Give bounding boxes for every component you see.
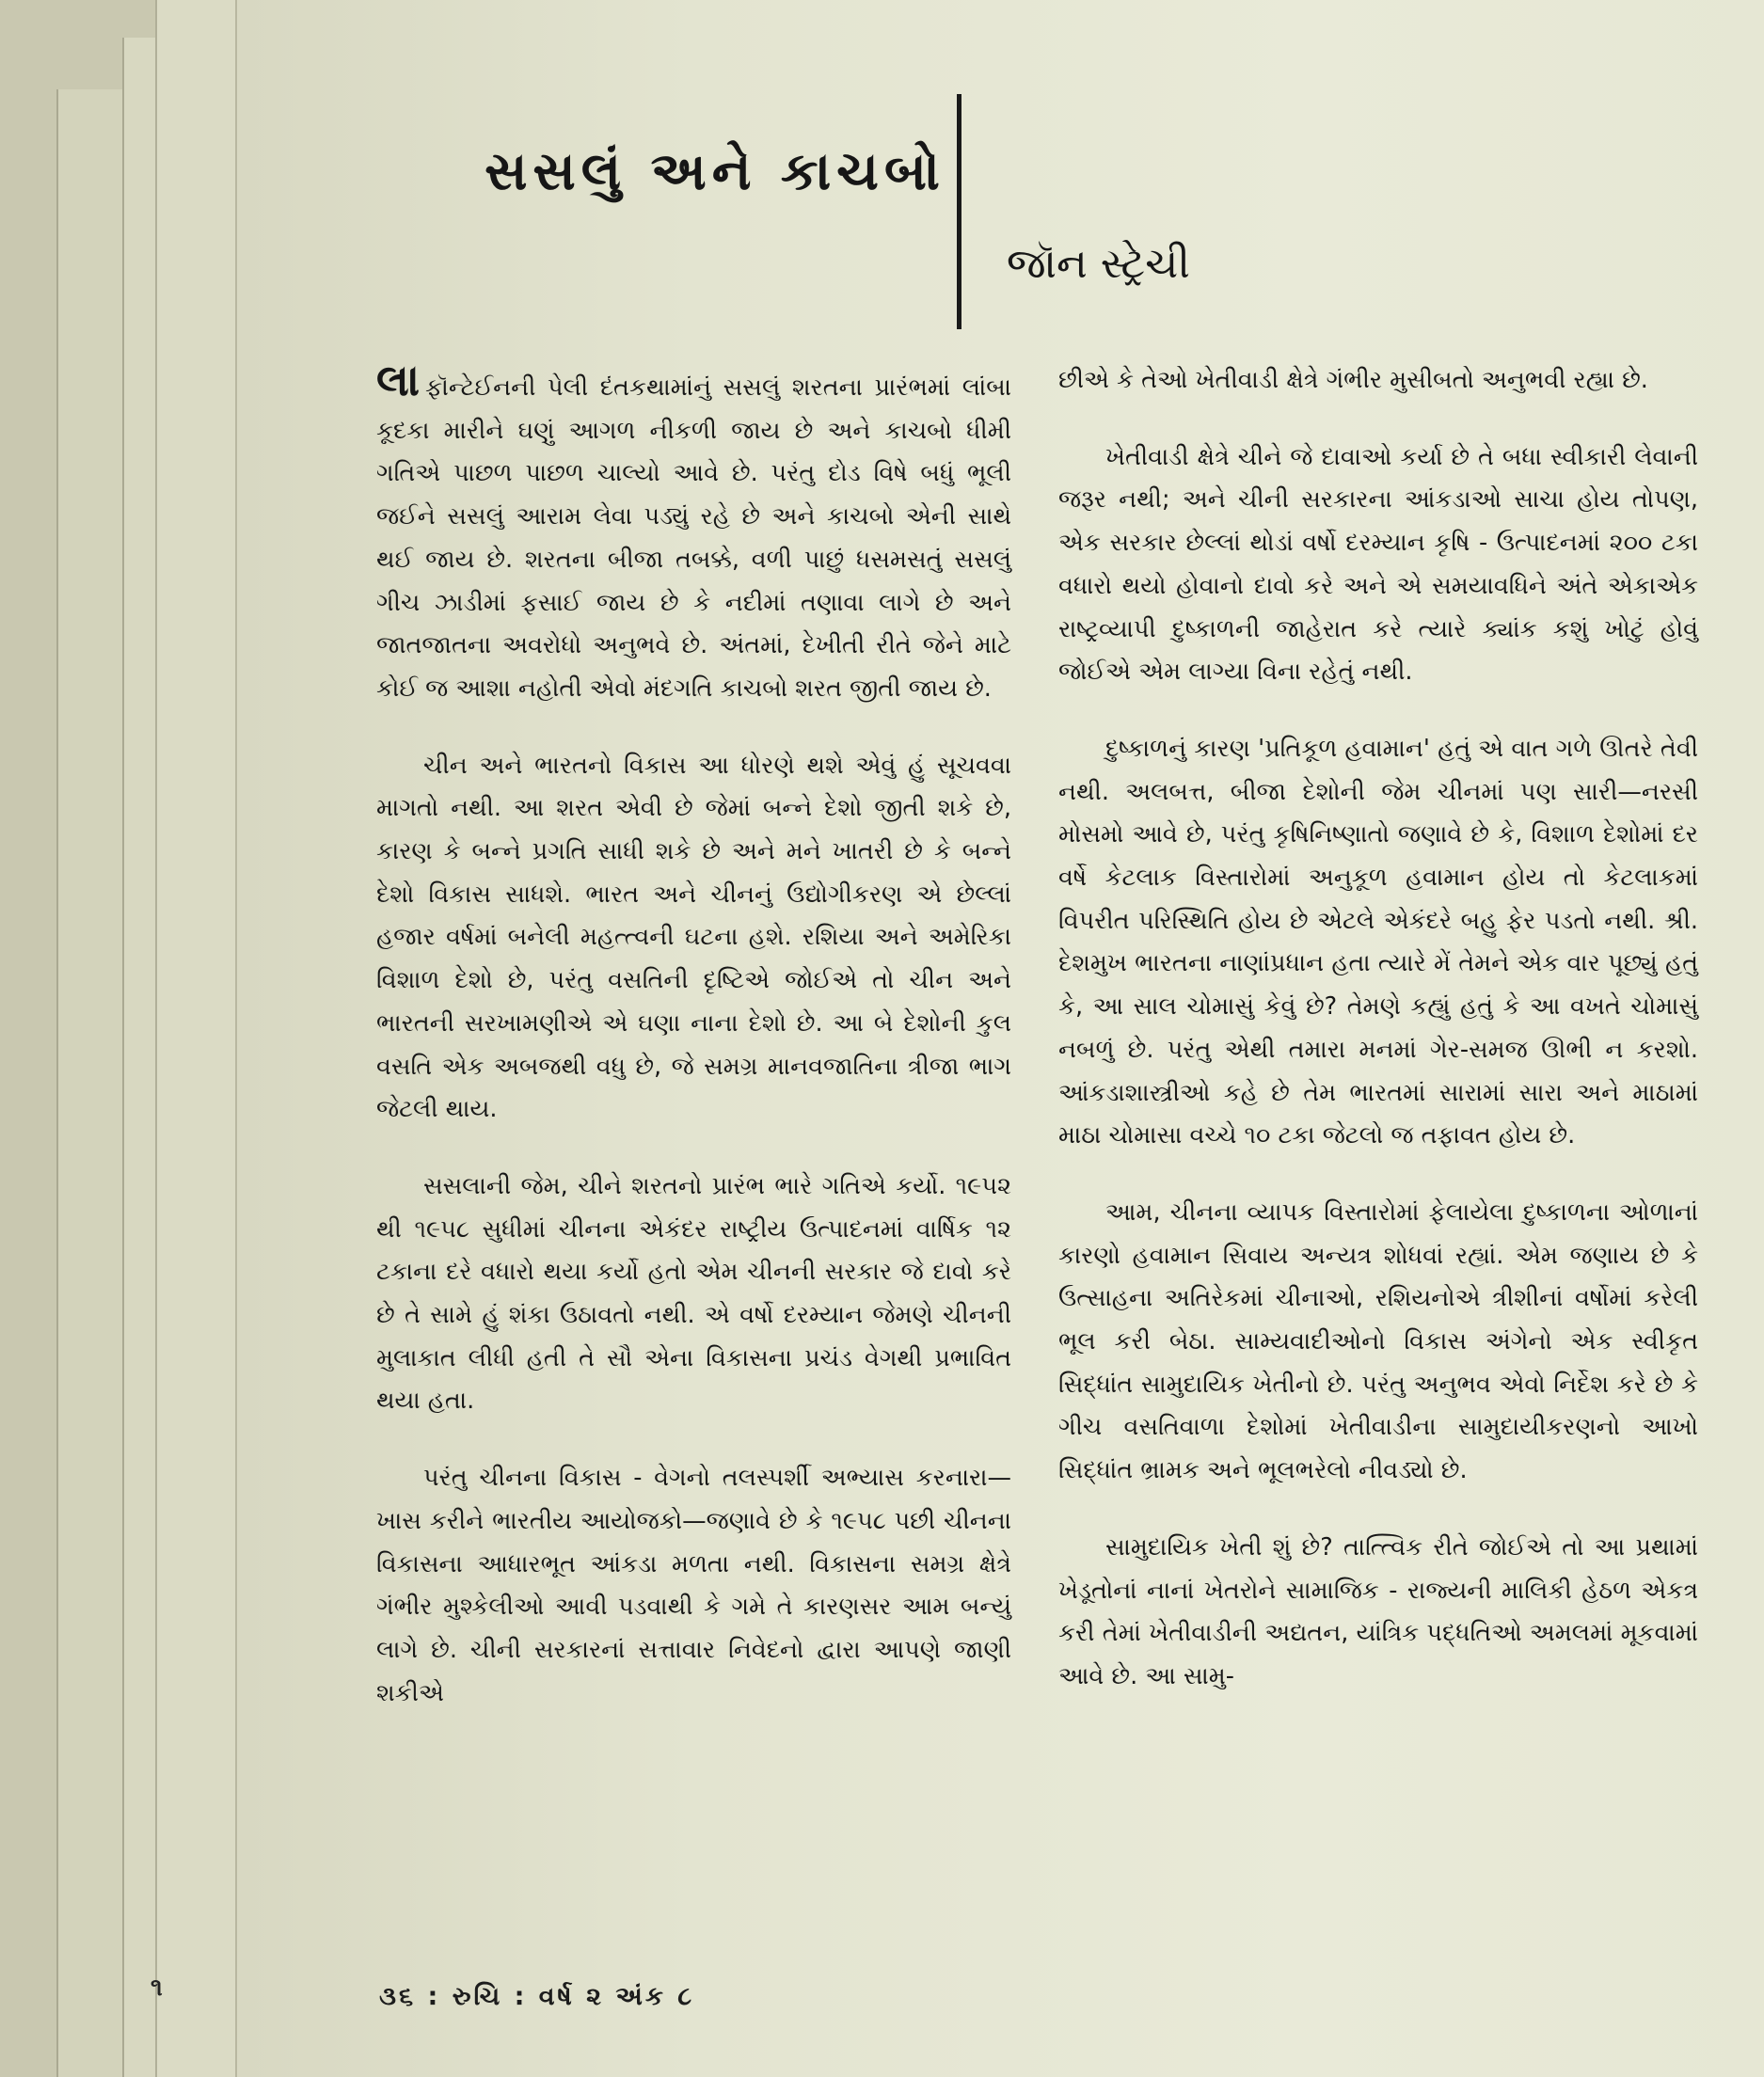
right-column — [1058, 359, 1698, 1733]
paragraph: આમ, ચીનના વ્યાપક વિસ્તારોમાં ફેલાયેલા દુષ્કાળના ઓળાનાં કારણો હવામાન સિવાય અન્યત્ર શોધવાં રહ્યાં. એમ જણાય છે કે ઉત્સાહના અતિરેકમાં ચીનાઓ, રશિયનોએ ત્રીશીનાં વર્ષોમાં કરેલી ભૂલ કરી બેઠા. સામ્યવાદીઓનો વિકાસ અંગેનો એક સ્વીકૃત સિદ્ધાંત સામુદાયિક ખેતીનો છે. પરંતુ અનુભવ એવો નિર્દેશ કરે છે કે ગીચ વસતિવાળા દેશોમાં ખેતીવાડીના સામુદાયીકરણનો આખો સિદ્ધાંત ભ્રામક અને ભૂલભરેલો નીવડ્યો છે. — [1058, 1197, 1698, 1485]
title-divider — [957, 94, 961, 329]
paragraph: સામુદાયિક ખેતી શું છે? તાત્ત્વિક રીતે જોઈએ તો આ પ્રથામાં ખેડૂતોનાં નાનાં ખેતરોને સામાજિક - રાજ્યની માલિકી હેઠળ એકત્ર કરી તેમાં ખેતીવાડીની અદ્યતન, યાંત્રિક પદ્ધતિઓ અમલમાં મૂકવામાં આવે છે. આ સામુ- — [1058, 1532, 1698, 1690]
paragraph: ચીન અને ભારતનો વિકાસ આ ધોરણે થશે એવું હું સૂચવવા માગતો નથી. આ શરત એવી છે જેમાં બન્ને દેશો જીતી શકે છે, કારણ કે બન્ને પ્રગતિ સાધી શકે છે અને મને ખાતરી છે કે બન્ને દેશો વિકાસ સાધશે. ભારત અને ચીનનું ઉદ્યોગીકરણ એ છેલ્લાં હજાર વર્ષમાં બનેલી મહત્ત્વની ઘટના હશે. રશિયા અને અમેરિકા વિશાળ દેશો છે, પરંતુ વસતિની દૃષ્ટિએ જોઈએ તો ચીન અને ભારતની સરખામણીએ એ ઘણા નાના દેશો છે. આ બે દેશોની કુલ વસતિ એક અબજથી વધુ છે, જે સમગ્ર માનવજાતિના ત્રીજા ભાગ જેટલી થાય. — [376, 751, 1011, 1124]
paragraph — [376, 355, 1011, 711]
paragraph: ખેતીવાડી ક્ષેત્રે ચીને જે દાવાઓ કર્યા છે તે બધા સ્વીકારી લેવાની જરૂર નથી; અને ચીની સરકારના આંકડાઓ સાચા હોય તોપણ, એક સરકાર છેલ્લાં થોડાં વર્ષો દરમ્યાન કૃષિ - ઉત્પાદનમાં ૨૦૦ ટકા વધારો થયો હોવાનો દાવો કરે અને એ સમયાવધિને અંતે એકાએક રાષ્ટ્રવ્યાપી દુષ્કાળની જાહેરાત કરે ત્યારે ક્યાંક કશું ખોટું હોવું જોઈએ એમ લાગ્યા વિના રહેતું નથી. — [1058, 442, 1698, 687]
drop-cap: લા — [376, 355, 421, 405]
paragraph: સસલાની જેમ, ચીને શરતનો પ્રારંભ ભારે ગતિએ કર્યો. ૧૯૫૨ થી ૧૯૫૮ સુધીમાં ચીનના એકંદર રાષ્ટ્રીય ઉત્પાદનમાં વાર્ષિક ૧૨ ટકાના દરે વધારો થયા કર્યો હતો એમ ચીનની સરકાર જે દાવો કરે છે તે સામે હું શંકા ઉઠાવતો નથી. એ વર્ષો દરમ્યાન જેમણે ચીનની મુલાકાત લીધી હતી તે સૌ એના વિકાસના પ્રચંડ વેગથી પ્રભાવિત થયા હતા. — [376, 1171, 1011, 1416]
underlying-page-mark: ૧ — [151, 1974, 163, 2002]
paragraph: દુષ્કાળનું કારણ 'પ્રતિકૂળ હવામાન' હતું એ વાત ગળે ઊતરે તેવી નથી. અલબત્ત, બીજા દેશોની જેમ ચીનમાં પણ સારી—નરસી મોસમો આવે છે, પરંતુ કૃષિનિષ્ણાતો જણાવે છે કે, વિશાળ દેશોમાં દર વર્ષે કેટલાક વિસ્તારોમાં અનુકૂળ હવામાન હોય તો કેટલાકમાં વિપરીત પરિસ્થિતિ હોય છે એટલે એકંદરે બહુ ફેર પડતો નથી. શ્રી. દેશમુખ ભારતના નાણાંપ્રધાન હતા ત્યારે મેં તેમને એક વાર પૂછ્યું હતું કે, આ સાલ ચોમાસું કેવું છે? તેમણે કહ્યું હતું કે આ વખતે ચોમાસું નબળું છે. પરંતુ એથી તમારા મનમાં ગેર-સમજ ઊભી ન કરશો. આંકડાશાસ્ત્રીઓ કહે છે તેમ ભારતમાં સારામાં સારા અને માઠામાં માઠા ચોમાસા વચ્ચે ૧૦ ટકા જેટલો જ તફાવત હોય છે. — [1058, 734, 1698, 1150]
left-column — [376, 355, 1011, 1749]
paragraph-text: ફૉન્ટેઈનની પેલી દંતકથામાંનું સસલું શરતના પ્રારંભમાં લાંબા કૂદકા મારીને ઘણું આગળ નીકળી જાય છે અને કાચબો ધીમી ગતિએ પાછળ પાછળ ચાલ્યો આવે છે. પરંતુ દોડ વિષે બધું ભૂલી જઈને સસલું આરામ લેવા પડ્યું રહે છે અને કાચબો એની સાથે થઈ જાય છે. શરતના બીજા તબક્કે, વળી પાછું ધસમસતું સસલું ગીચ ઝાડીમાં ફસાઈ જાય છે કે નદીમાં તણાવા લાગે છે અને જાતજાતના અવરોધો અનુભવે છે. અંતમાં, દેખીતી રીતે જેને માટે કોઈ જ આશા નહોતી એવો મંદગતિ કાચબો શરત જીતી જાય છે. — [376, 373, 1011, 703]
page-footer: ૩૬ : રુચિ : વર્ષ ૨ અંક ૮ — [379, 1982, 695, 2011]
article-title: સસલું અને કાચબો — [485, 141, 946, 202]
article-author: જૉન સ્ટ્રેચી — [1007, 240, 1190, 288]
paragraph: પરંતુ ચીનના વિકાસ - વેગનો તલસ્પર્શી અભ્યાસ કરનારા—ખાસ કરીને ભારતીય આયોજકો—જણાવે છે કે ૧૯૫૮ પછી ચીનના વિકાસના આધારભૂત આંકડા મળતા નથી. વિકાસના સમગ્ર ક્ષેત્રે ગંભીર મુશ્કેલીઓ આવી પડવાથી કે ગમે તે કારણસર આમ બન્યું લાગે છે. ચીની સરકારનાં સત્તાવાર નિવેદનો દ્વારા આપણે જાણી શકીએ — [376, 1464, 1011, 1707]
paragraph: છીએ કે તેઓ ખેતીવાડી ક્ષેત્રે ગંભીર મુસીબતો અનુભવી રહ્યા છે. — [1058, 366, 1648, 394]
